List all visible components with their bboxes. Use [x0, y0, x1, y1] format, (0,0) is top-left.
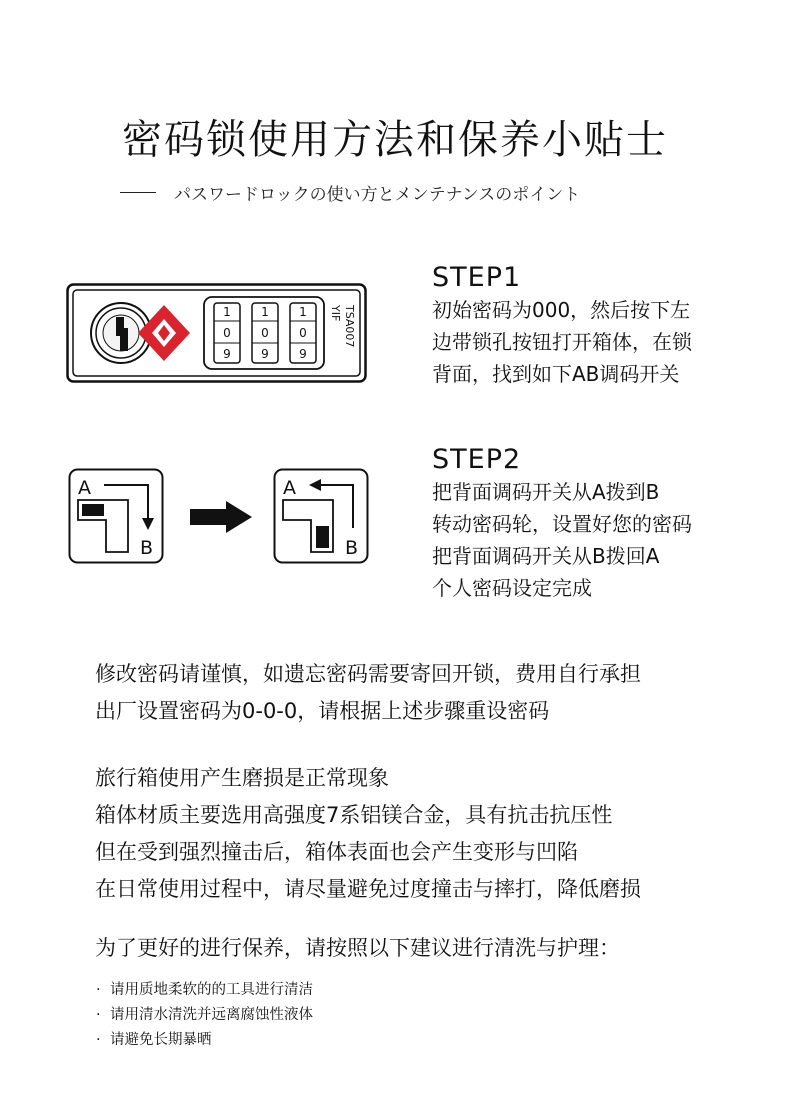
page-title: 密码锁使用方法和保养小贴士 [122, 117, 668, 163]
note-line: 箱体材质主要选用高强度7系铝镁合金，具有抗击抗压性 [95, 803, 613, 827]
step1-text [432, 294, 692, 390]
dial-digit: 9 [299, 347, 307, 361]
list-item: · 请用清水清洗并远离腐蚀性液体 [96, 1007, 313, 1023]
care-intro: 为了更好的进行保养，请按照以下建议进行清洗与护理： [95, 936, 620, 960]
switch-position-b-diagram [273, 468, 369, 564]
combination-dial[interactable] [214, 303, 240, 363]
wear-note [95, 760, 641, 908]
page-subtitle: パスワードロックの使い方とメンテナンスのポイント [174, 185, 581, 205]
step2-line: 个人密码设定完成 [432, 576, 592, 600]
step2-line: 把背面调码开关从B拨回A [432, 544, 660, 568]
step2-text [432, 476, 692, 604]
lock-model: TSA007 [343, 305, 356, 348]
dial-digit: 0 [261, 326, 269, 340]
dial-digit: 0 [223, 326, 231, 340]
subtitle-row [120, 180, 580, 205]
note-line: 旅行箱使用产生磨损是正常现象 [95, 766, 389, 790]
step1-heading: STEP1 [432, 262, 522, 293]
switch-label-b: B [140, 537, 154, 559]
switch-position-a-diagram [68, 468, 164, 564]
note-line: 但在受到强烈撞击后，箱体表面也会产生变形与凹陷 [95, 840, 578, 864]
dial-digit: 9 [261, 347, 269, 361]
lock-illustration [66, 283, 368, 385]
list-item: · 请用质地柔软的的工具进行清洁 [96, 982, 313, 998]
switch-label-a: A [283, 477, 296, 499]
dial-digit: 1 [223, 305, 231, 319]
step2-line: 把背面调码开关从A拨到B [432, 480, 660, 504]
arrow-right-icon [188, 500, 254, 534]
password-note [95, 656, 641, 730]
step1-line: 边带锁孔按钮打开箱体，在锁 [432, 330, 692, 354]
step2-heading: STEP2 [432, 444, 522, 475]
dial-digit: 1 [261, 305, 269, 319]
dial-digit: 0 [299, 326, 307, 340]
switch-knob [82, 504, 104, 516]
lock-brand: YIF [329, 305, 342, 322]
note-line: 在日常使用过程中，请尽量避免过度撞击与摔打，降低磨损 [95, 877, 641, 901]
step2-line: 转动密码轮，设置好您的密码 [432, 512, 692, 536]
note-line: 修改密码请谨慎，如遗忘密码需要寄回开锁，费用自行承担 [95, 662, 641, 686]
switch-label-a: A [78, 477, 91, 499]
list-item: · 请避免长期暴晒 [96, 1032, 212, 1048]
subtitle-dash [120, 192, 156, 193]
dial-digit: 1 [299, 305, 307, 319]
care-list [96, 978, 313, 1053]
step1-line: 背面，找到如下AB调码开关 [432, 362, 680, 386]
combination-dial[interactable] [290, 303, 316, 363]
note-line: 出厂设置密码为0-0-0，请根据上述步骤重设密码 [95, 699, 550, 723]
step1-line: 初始密码为000，然后按下左 [432, 298, 691, 322]
switch-knob [316, 526, 329, 548]
switch-label-b: B [345, 537, 359, 559]
combination-dial[interactable] [252, 303, 278, 363]
dial-digit: 9 [223, 347, 231, 361]
